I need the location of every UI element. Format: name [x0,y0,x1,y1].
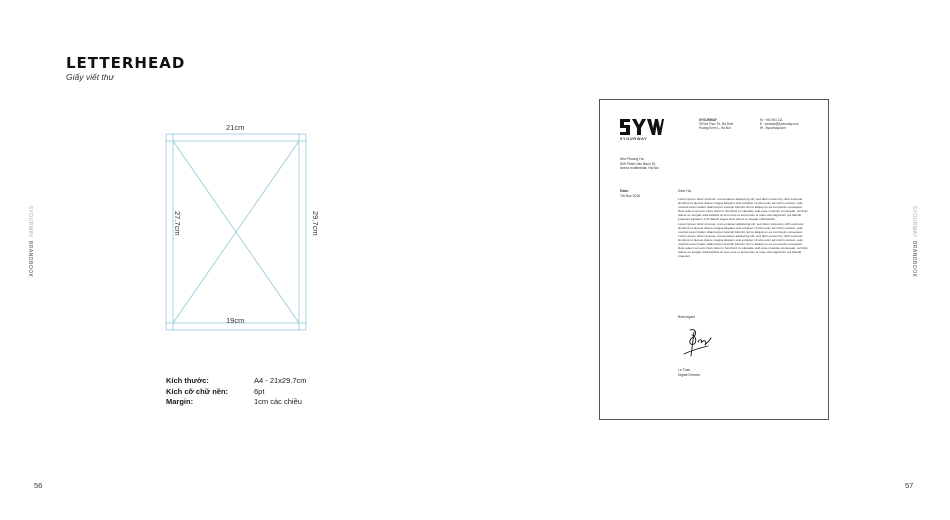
recipient-address [620,157,659,171]
recipient-name: Mrs.Phuong Ha [620,157,644,161]
spec-row [166,376,307,387]
inner-width-label: 19cm [226,316,245,325]
side-brand-dark: BRANDBOOK [27,240,33,278]
spec-value: 6pt [254,386,265,396]
height-label-right: 29.7cm [311,211,320,236]
spec-row [166,397,307,408]
spec-list [166,376,307,408]
company-address: 39 Ma Thuc Tri, Ba Dinh Hoang Kiem L, Ha Noi [699,122,734,131]
page-number-left: 56 [34,481,43,490]
company-info [699,118,743,131]
spec-label: Kích cỡ chữ nền: [166,386,229,396]
spec-value: A4 - 21x29.7cm [254,376,307,385]
recipient-street: 839 Pham Van Bach St, [620,161,656,166]
closing: Best regard [678,315,696,319]
side-brand-light: 5YOURWAY [27,206,33,238]
contact-info [760,118,816,131]
signer-name: Le Tuan [678,368,691,372]
date-label: Date: [620,189,629,193]
brand-logo-icon [620,119,664,135]
letter-body [678,197,808,258]
page-number-right: 57 [905,481,914,490]
side-brand-dark: BRANDBOOK [911,240,917,278]
contact-website: W : 5yourway.com [760,126,786,131]
width-label: 21cm [226,123,245,132]
contact-email: E : contact@5yourway.com [760,122,799,127]
recipient-city: Arena multimedia, Ha Noi [620,166,659,171]
side-brand-left [27,206,33,277]
side-brand-light: 5YOURWAY [911,206,917,238]
height-label-left: 27.7cm [173,211,182,236]
page-title: LETTERHEAD [66,54,186,72]
spec-value: 1cm các chiều [254,397,302,406]
side-brand-right [911,206,917,277]
body-paragraph: Lorem ipsum dolor sit amet, cons ectetuer adipiscing elit, sed diam nonummy nibh euismod tincidunt ut laoreet dolore magna aliquam erat volutpat. Ut wisi enim ad minim veniam, quis nostrud exerci tation ullamcorper suscipit lobortis nisl ut aliquip ex ea commodo consequat. Lorem ipsum dolor sit amet, consectetuer adipiscing elit, sed diam nonummy nibh euismod tincidunt ut laoreet dolore magna aliquam erat volutpat. Ut wisi enim ad minim veniam, quis nostrud exerci tation ullamcorper suscipit lobortis nisl ut aliquip ex ea commodo consequat. Duis autem vel eum iriure dolor in hendrerit in vulputate velit esse molestie consequat, vel illum dolore eu feugiat nulla facilisis at vero eros et accumsan et iusto odio dignissim qui blandit praesent. [678,221,808,259]
brand-wordmark: 5YOURWAY [620,136,648,141]
company-name: 5YOURWAY [699,118,717,122]
date-value: 7th Nov 2016 [620,194,641,198]
body-paragraph: Lorem ipsum dolor sit amet, consectetuer adipiscing elit, sed diam nonummy nibh euismod tincidunt ut laoreet dolore magna aliquam erat volutpat. Ut wisi enim ad minim veniam, quis nostrud exerci tation ullamcorper suscipit lobortis nisl ut aliquip ex ea commodo consequat. Duis autem vel eum iriure dolor in hendrerit in vulputate velit esse molestie consequat, vel illum dolore eu feugiat nulla facilisis at vero eros et accumsan et iusto odio dignissim qui blandit praesent luptatum zzril delenit augue duis dolore te feugait nulla facilisi. [678,197,808,222]
letterhead-mockup [599,99,829,420]
spec-label: Margin: [166,397,194,406]
signer-title: Digital Director [678,373,701,377]
greeting: Dear Ha, [678,189,692,193]
a4-dimension-diagram [165,133,315,333]
spec-row [166,387,307,398]
spec-label: Kích thước: [166,376,209,385]
page-subtitle: Giấy viết thư [66,72,114,82]
signature-icon [680,326,716,360]
contact-phone: M : +84 901 111 [760,118,783,122]
